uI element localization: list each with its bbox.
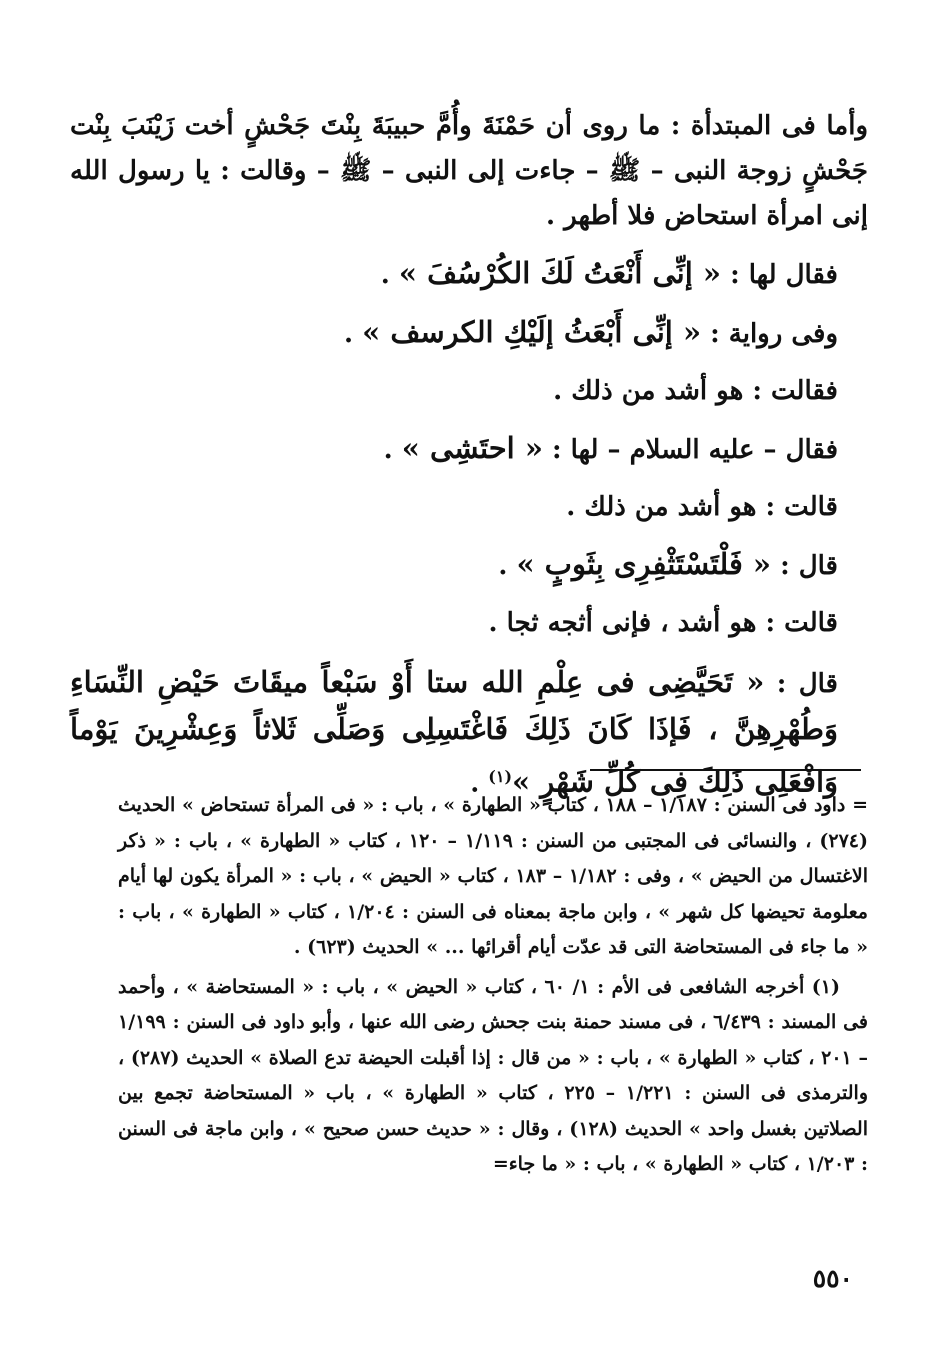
dialogue-speaker: قال : bbox=[771, 551, 838, 581]
footnotes bbox=[118, 788, 868, 1183]
dialogue-speaker: فقال لها : bbox=[721, 260, 838, 290]
dialogue-speaker: قالت : هو أشد ، فإنى أثجه ثجا . bbox=[488, 608, 838, 638]
page-number: ٥٥٠ bbox=[812, 1264, 853, 1293]
dialogue-line: فقال لها : « إنِّى أَنْعَتُ لَكَ الكُرْسُفَ » . bbox=[380, 256, 838, 290]
dialogue-quote: « إنِّى أَنْعَتُ لَكَ الكُرْسُفَ » bbox=[398, 256, 722, 290]
dialogue-quote: « احتَشِى » bbox=[401, 431, 543, 465]
dialogue-line: فقال – عليه السلام – لها : « احتَشِى » . bbox=[383, 431, 838, 465]
dialogue-line: قال : « فَلْتَسْتَثْفِرِى بِثَوبٍ » . bbox=[498, 547, 838, 581]
dialogue-speaker: فقالت : هو أشد من ذلك . bbox=[553, 376, 838, 406]
footnote-marker: (١) bbox=[488, 767, 513, 786]
closing-speaker: قال : bbox=[764, 669, 838, 699]
dialogue-quote: « إنِّى أَبْعَثُ إلَيْكِ الكرسف » bbox=[362, 315, 702, 349]
dialogue-line bbox=[70, 485, 868, 530]
closing-quote: « تَحَيَّضِى فى عِلْمِ الله ستا أَوْ سَبْعاً ميقَاتَ حَيْضِ النِّسَاءِ وَطُهْرِهِنَّ ، فَإذَا كَانَ ذَلِكَ فَاغْتَسِلِى وَصَلِّى ثَلاثاً وَعِشْرِينَ يَوْماً وَافْعَلِى ذَلِكَ فِى كُلِّ شَهْرٍ » bbox=[70, 665, 838, 799]
dialogue-speaker: وفى رواية : bbox=[701, 319, 838, 349]
intro-paragraph: وأما فى المبتدأة : ما روى أن حَمْنَةَ وأُمَّ حبيبَةَ بِنْتَ جَحْشٍ أخت زَيْنَبَ بِنْت جَحْشٍ زوجة النبى – ﷺ – جاءت إلى النبى – ﷺ – وقالت : يا رسول الله إنى امرأة استحاض فلا أطهر . bbox=[70, 111, 868, 231]
closing-paragraph: قال : « تَحَيَّضِى فى عِلْمِ الله ستا أَوْ سَبْعاً ميقَاتَ حَيْضِ النِّسَاءِ وَطُهْرِهِنَّ ، فَإذَا كَانَ ذَلِكَ فَاغْتَسِلِى وَصَلِّى ثَلاثاً وَعِشْرِينَ يَوْماً وَافْعَلِى ذَلِكَ فِى كُلِّ شَهْرٍ »$^{(١)}$ . bbox=[70, 665, 838, 799]
dialogue-line: وفى رواية : « إنِّى أَبْعَثُ إلَيْكِ الكرسف » . bbox=[344, 315, 838, 349]
footnote-1: (١) أخرجه الشافعى فى الأم : ١/ ٦٠ ، كتاب « الحيض » ، باب : « المستحاضة » ، وأحمد فى المسند : ٦/٤٣٩ ، فى مسند حمنة بنت جحش رضى الله عنها ، وأبو داود فى السنن : ١/١٩٩ – ٢٠١ ، كتاب « الطهارة » ، باب : « من قال : إذا أقبلت الحيضة تدع الصلاة » الحديث (٢٨٧) ، والترمذى فى السنن : ١/٢٢١ – ٢٢٥ ، كتاب « الطهارة » ، باب « المستحاضة تجمع بين الصلاتين بغسل واحد » الحديث (١٢٨) ، وقال : « حديث حسن صحيح » ، وابن ماجة فى السنن : ١/٢٠٣ ، كتاب « الطهارة » ، باب : « ما جاء= bbox=[118, 975, 868, 1175]
dialogue-line bbox=[70, 601, 868, 646]
dialogue-quote: « فَلْتَسْتَثْفِرِى بِثَوبٍ » bbox=[516, 547, 772, 581]
footnote-divider bbox=[590, 769, 861, 771]
dialogue-line bbox=[70, 369, 868, 414]
dialogue-speaker: فقال – عليه السلام – لها : bbox=[542, 435, 838, 465]
footnote-continued: = داود فى السنن : ١/١٨٧ – ١٨٨ ، كتاب « الطهارة » ، باب : « فى المرأة تستحاض » الحديث (٢٧٤) ، والنسائى فى المجتبى من السنن : ١/١١٩ – ١٢٠ ، كتاب « الطهارة » ، باب : « ذكر الاغتسال من الحيض » ، وفى : ١/١٨٢ – ١٨٣ ، كتاب « الحيض » ، باب : « المرأة يكون لها أيام معلومة تحيضها كل شهر » ، وابن ماجة بمعناه فى السنن : ١/٢٠٤ ، كتاب « الطهارة » ، باب : « ما جاء فى المستحاضة التى قد عدّت أيام أقرائها ... » الحديث (٦٢٣) . bbox=[118, 794, 868, 958]
dialogue-speaker: قالت : هو أشد من ذلك . bbox=[566, 492, 838, 522]
main-text bbox=[70, 104, 868, 807]
